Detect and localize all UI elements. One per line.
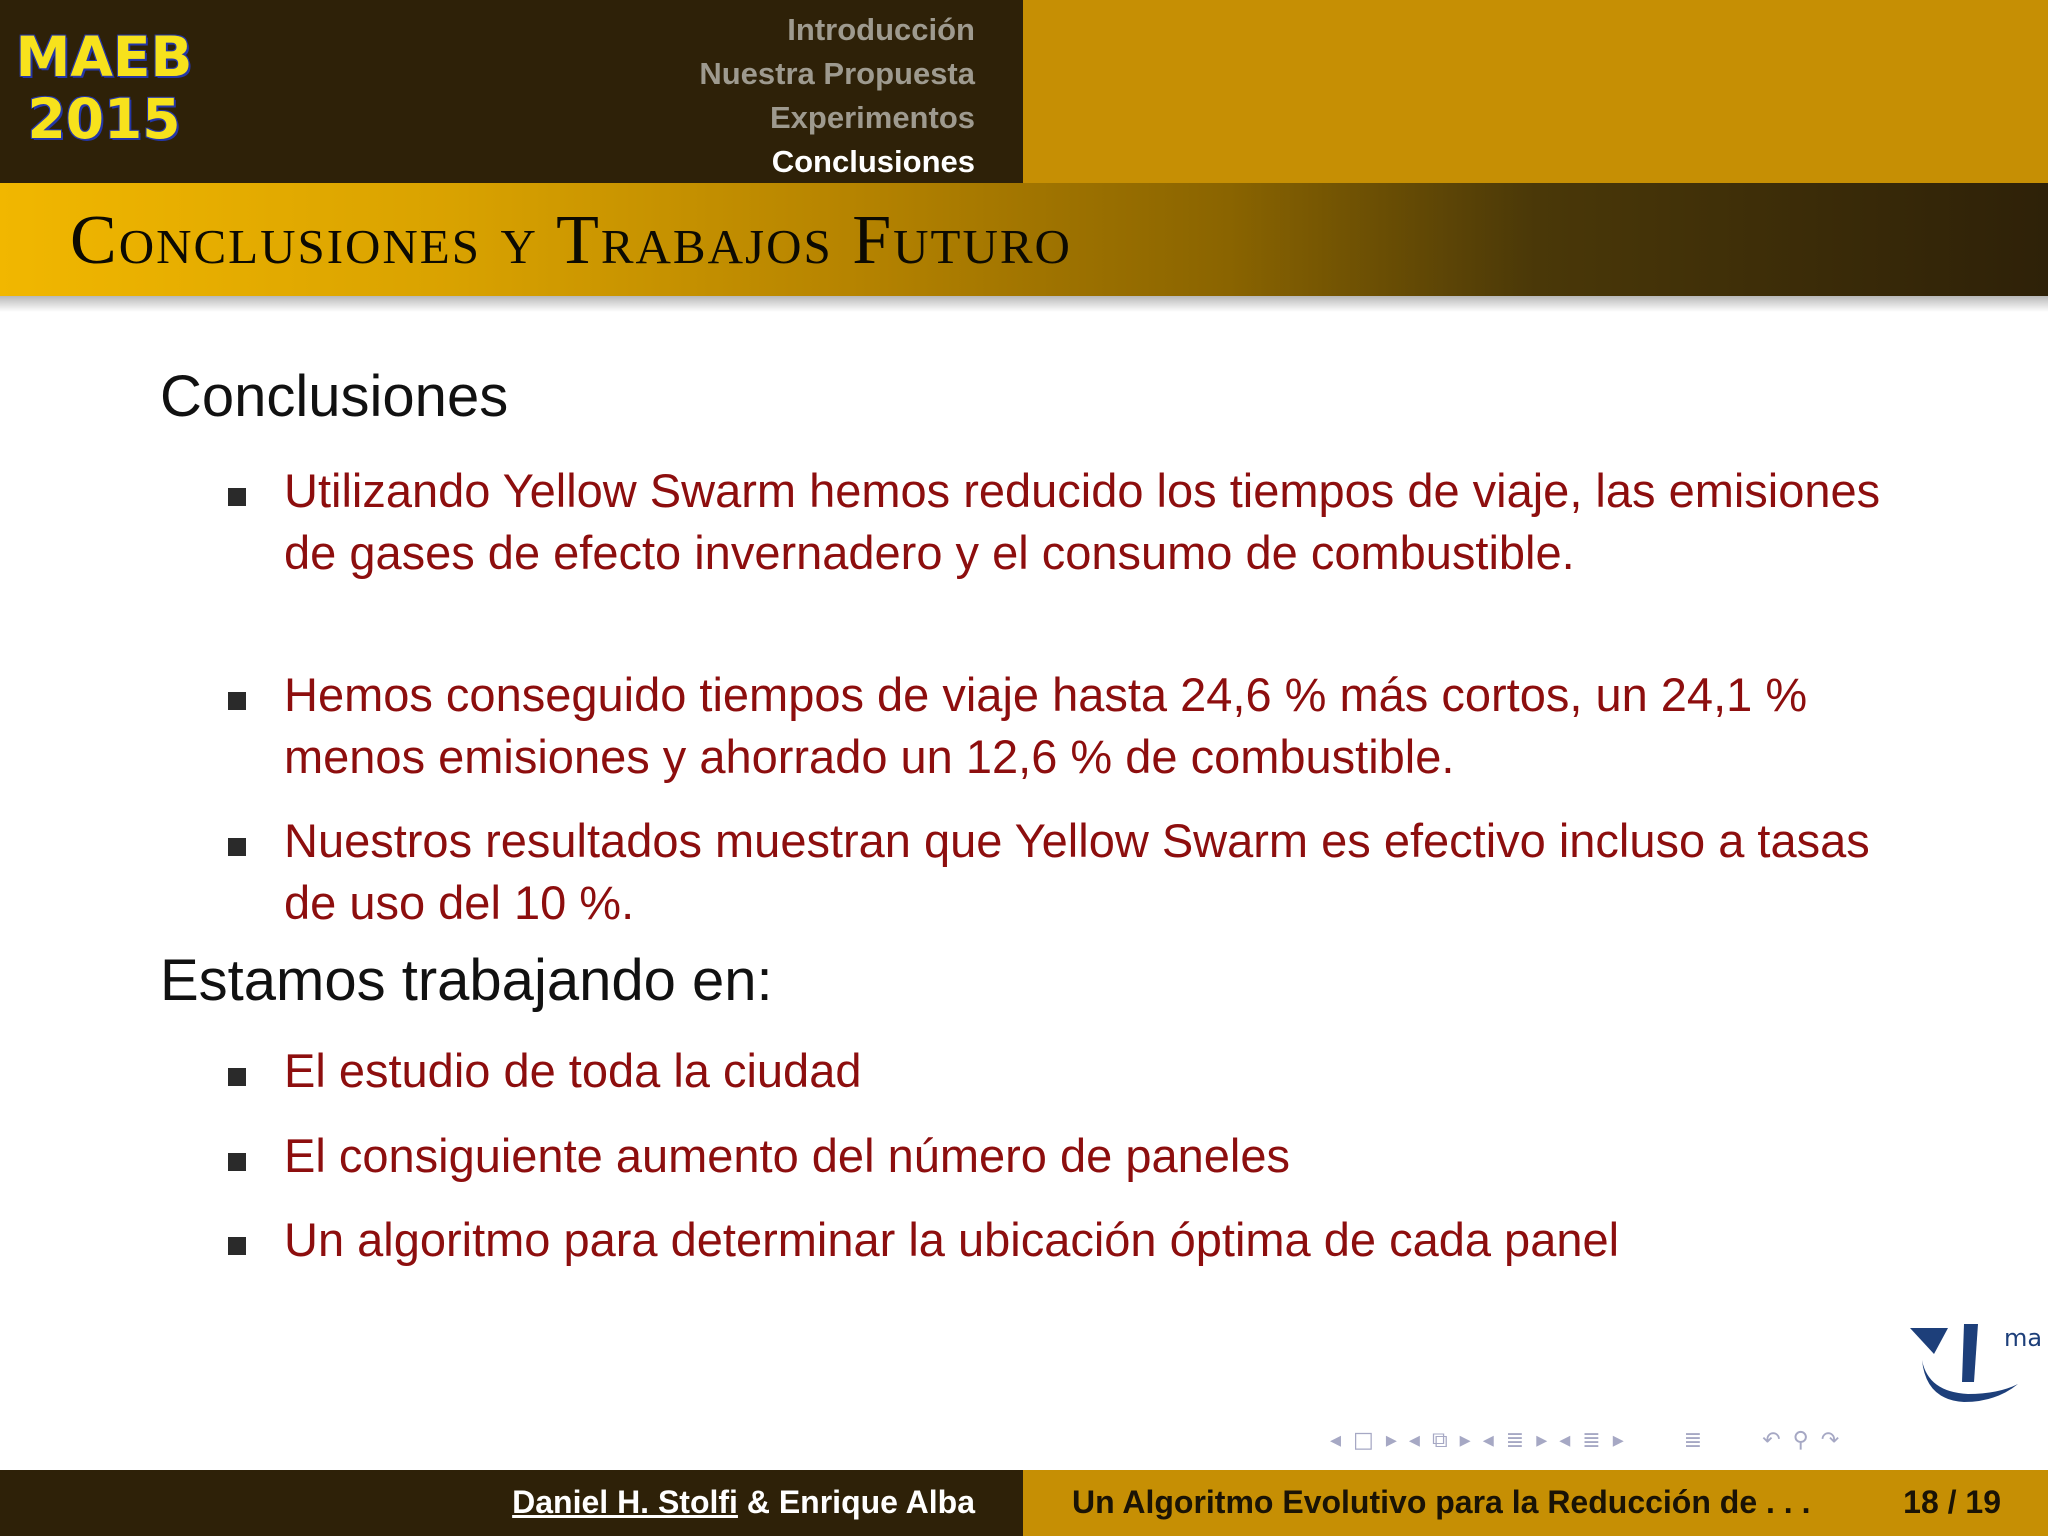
bullet-square: [228, 838, 246, 856]
section-icon[interactable]: ≣: [1582, 1427, 1601, 1453]
bullet-square: [228, 488, 246, 506]
subsection-icon[interactable]: ≣: [1505, 1427, 1525, 1453]
bullet-square: [228, 1237, 246, 1255]
list-item-text: Nuestros resultados muestran que Yellow Swarm es efectivo incluso a tasas de uso del 10 %.: [284, 814, 1870, 929]
nav-item-introduccion[interactable]: Introducción: [787, 12, 975, 47]
section-heading-trabajando: Estamos trabajando en:: [160, 948, 773, 1013]
bullet-square: [228, 1153, 246, 1171]
next-subsection-icon[interactable]: ▸: [1536, 1427, 1548, 1453]
next-frame-icon[interactable]: ▸: [1459, 1427, 1471, 1453]
logo-line-2: 2015: [27, 87, 181, 151]
prev-frame-icon[interactable]: ◂: [1408, 1427, 1420, 1453]
beamer-navigation-symbols: [1330, 1420, 2042, 1460]
header-right-panel: [1023, 0, 2048, 183]
frame-title-shadow: [0, 296, 2048, 312]
footer-authors: [512, 1480, 975, 1524]
uma-university-logo: [1908, 1322, 2043, 1412]
nav-item-nuestra-propuesta[interactable]: Nuestra Propuesta: [699, 56, 975, 91]
list-item-text: Utilizando Yellow Swarm hemos reducido los tiempos de viaje, las emisiones de gases de efecto invernadero y el consumo de combustible.: [284, 464, 1881, 579]
forward-icon[interactable]: ↷: [1820, 1427, 1840, 1453]
section-navigation: [699, 8, 975, 184]
author-separator: &: [737, 1484, 779, 1520]
prev-slide-icon[interactable]: ◂: [1330, 1427, 1342, 1453]
bullet-square: [228, 692, 246, 710]
frame-title: Conclusiones y Trabajos Futuro: [70, 202, 1072, 279]
section-heading-conclusiones: Conclusiones: [160, 364, 509, 429]
slide-icon[interactable]: □: [1353, 1427, 1374, 1453]
next-slide-icon[interactable]: ▸: [1385, 1427, 1397, 1453]
document-icon[interactable]: ≣: [1683, 1427, 1703, 1453]
list-item-text: El estudio de toda la ciudad: [284, 1044, 862, 1097]
list-item-text: Hemos conseguido tiempos de viaje hasta 24,6 % más cortos, un 24,1 % menos emisiones y ahorrado un 12,6 % de combustible.: [284, 668, 1808, 783]
back-icon[interactable]: ↶: [1762, 1427, 1781, 1453]
next-section-icon[interactable]: ▸: [1612, 1427, 1624, 1453]
list-item-text: Un algoritmo para determinar la ubicación óptima de cada panel: [284, 1213, 1620, 1266]
search-icon[interactable]: ⚲: [1792, 1427, 1809, 1453]
frame-icon[interactable]: ⧉: [1431, 1427, 1448, 1453]
nav-item-conclusiones[interactable]: Conclusiones: [771, 144, 975, 179]
logo-line-1: MAEB: [15, 25, 193, 89]
nav-item-experimentos[interactable]: Experimentos: [769, 100, 975, 135]
uma-logo-text: ma: [2004, 1324, 2043, 1352]
footer-talk-title: Un Algoritmo Evolutivo para la Reducción de . . .: [1072, 1484, 1811, 1520]
footer-page-number: 18 / 19: [1903, 1484, 2001, 1520]
maeb-logo: [14, 26, 194, 150]
bullet-square: [228, 1068, 246, 1086]
author-1[interactable]: Daniel H. Stolfi: [512, 1484, 738, 1520]
list-item-text: El consiguiente aumento del número de paneles: [284, 1129, 1290, 1182]
prev-subsection-icon[interactable]: ◂: [1482, 1427, 1494, 1453]
author-2: Enrique Alba: [778, 1484, 975, 1520]
prev-section-icon[interactable]: ◂: [1559, 1427, 1571, 1453]
